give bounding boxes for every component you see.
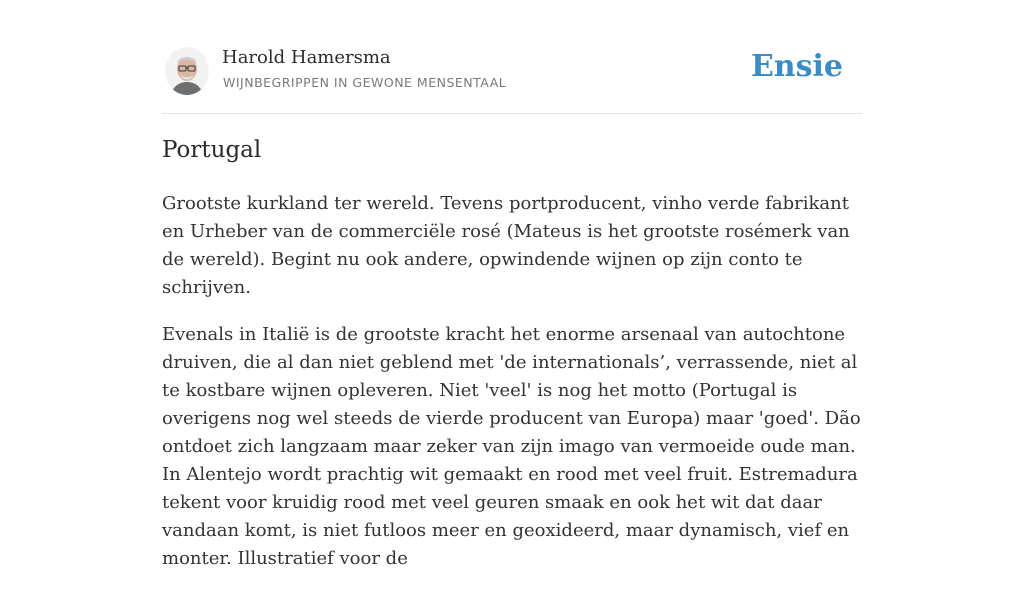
author-tagline: WIJNBEGRIPPEN IN GEWONE MENSENTAAL (223, 75, 507, 90)
ensie-logo[interactable]: Ensie (750, 49, 843, 84)
author-avatar[interactable] (165, 47, 209, 95)
article-paragraph: Grootste kurkland ter wereld. Tevens portproducent, vinho verde fabrikant en Urheber van de commerciële rosé (Mateus is het grootste rosémerk van de wereld). Begint nu ook andere, opwindende wijnen op zijn conto te schrijven. (162, 193, 850, 298)
author-header (162, 44, 862, 114)
author-name[interactable]: Harold Hamersma (222, 47, 391, 68)
article-title: Portugal (162, 137, 262, 163)
article-paragraph: Evenals in Italië is de grootste kracht het enorme arsenaal van autochtone druiven, die al dan niet geblend met 'de internationals’, verrassende, niet al te kostbare wijnen opleveren. Niet 'veel' is nog het motto (Portugal is overigens nog wel steeds de vierde producent van Europa) maar 'goed'. Dão ontdoet zich langzaam maar zeker van zijn imago van vermoeide oude man. In Alentejo wordt prachtig wit gemaakt en rood met veel fruit. Estremadura tekent voor kruidig rood met veel geuren smaak en ook het wit dat daar vandaan komt, is niet futloos meer en geoxideerd, maar dynamisch, vief en monter. Illustratief voor de (162, 324, 861, 569)
article-body (162, 190, 867, 592)
person-portrait-icon (165, 47, 209, 95)
